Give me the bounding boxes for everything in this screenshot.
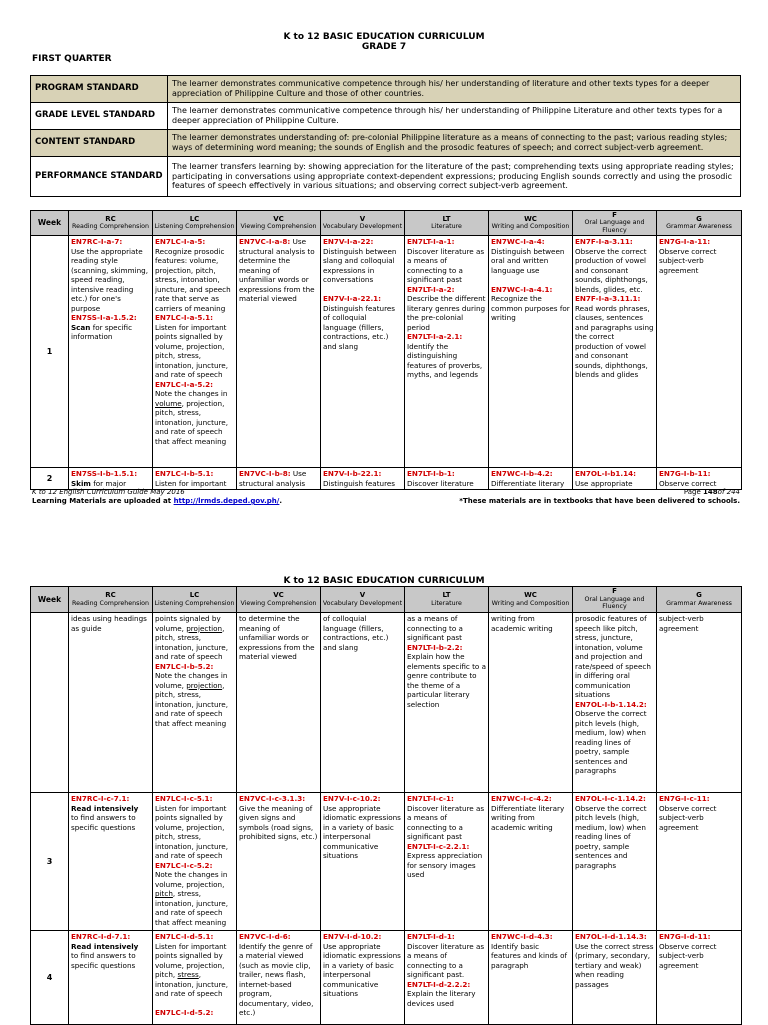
standards-table	[30, 75, 741, 197]
table-row	[31, 931, 742, 1025]
week-number	[31, 613, 69, 793]
cell-v: EN7V-I-c-10.2: Use appropriate idiomatic expressions in a variety of basic interpersonal communicative situations	[321, 793, 405, 931]
table-row	[31, 613, 742, 793]
cell-lt: EN7LT-I-b-1: Discover literature	[405, 468, 489, 490]
document-title-page2: K to 12 BASIC EDUCATION CURRICULUM	[283, 576, 485, 586]
footer-learning: Learning Materials are uploaded at http://lrmds.deped.gov.ph/.	[32, 497, 283, 505]
standard-label: PROGRAM STANDARD	[31, 76, 168, 103]
cell-lt: EN7LT-I-d-1: Discover literature as a means of connecting to a significant past. EN7LT-I-d-2.2.2: Explain the literary devices used	[405, 931, 489, 1025]
competency-table-page2	[30, 586, 742, 1025]
document-title: K to 12 BASIC EDUCATION CURRICULUM	[283, 32, 485, 42]
header-lt: LT Literature	[405, 211, 489, 236]
cell-wc: EN7WC-I-c-4.2: Differentiate literary writing from academic writing	[489, 793, 573, 931]
cell-lt: as a means of connecting to a significant past EN7LT-I-b-2.2: Explain how the elements specific to a genre contribute to the theme of a particular literary selection	[405, 613, 489, 793]
cell-vc: EN7VC-I-b-8: Use structural analysis	[237, 468, 321, 490]
cell-rc: ideas using headings as guide	[69, 613, 153, 793]
competency-table	[30, 210, 742, 490]
cell-rc: EN7RC-I-d-7.1: Read intensively to find answers to specific questions	[69, 931, 153, 1025]
cell-g: EN7G-I-a-11: Observe correct subject-verb agreement	[657, 236, 742, 468]
cell-lt: EN7LT-I-c-1: Discover literature as a means of connecting to a significant past EN7LT-I-c-2.2.1: Express appreciation for sensory images used	[405, 793, 489, 931]
grade-title: GRADE 7	[361, 42, 407, 52]
lrmds-link[interactable]: http://lrmds.deped.gov.ph/	[173, 497, 280, 505]
header-rc: RC Reading Comprehension	[69, 587, 153, 613]
cell-rc: EN7RC-I-a-7: Use the appropriate reading style (scanning, skimming, speed reading, intensive reading etc.) for one's purpose EN7SS-I-a-1.5.2: Scan for specific information	[69, 236, 153, 468]
header-g: G Grammar Awareness	[657, 211, 742, 236]
standard-row	[31, 76, 741, 103]
quarter-label: FIRST QUARTER	[32, 54, 112, 64]
cell-lc: EN7LC-I-a-5: Recognize prosodic features: volume, projection, pitch, stress, intonation, juncture, and speech rate that serve as carriers of meaning EN7LC-I-a-5.1: Listen for important points signalled by volume, projection, pitch, stress, intonation, juncture, and rate of speech EN7LC-I-a-5.2: Note the changes in volume, projection, pitch, stress, intonation, juncture, and rate of speech that affect meaning	[153, 236, 237, 468]
standard-text: The learner demonstrates communicative competence through his/ her understanding of Philippine Literature and other texts types for a deeper appreciation of Philippine Culture.	[168, 103, 741, 130]
header-row	[31, 211, 742, 236]
header-vc: VC Viewing Comprehension	[237, 211, 321, 236]
standard-text: The learner transfers learning by: showing appreciation for the literature of the past; comprehending texts using appropriate reading styles; participating in conversations using appropriate context-dependent expressions; producing English sounds correctly and using the prosodic features of speech effectively in various situations; and observing correct subject-verb agreement.	[168, 157, 741, 197]
cell-f: EN7OL-I-c-1.14.2: Observe the correct pitch levels (high, medium, low) when reading lines of poetry, sample sentences and paragraphs	[573, 793, 657, 931]
header-g: G Grammar Awareness	[657, 587, 742, 613]
cell-v: of colloquial language (fillers, contractions, etc.) and slang	[321, 613, 405, 793]
standard-label: PERFORMANCE STANDARD	[31, 157, 168, 197]
header-wc: WC Writing and Composition	[489, 587, 573, 613]
header-lc: LC Listening Comprehension	[153, 211, 237, 236]
cell-wc: writing from academic writing	[489, 613, 573, 793]
header-row	[31, 587, 742, 613]
cell-lc: EN7LC-I-c-5.1: Listen for important points signalled by volume, projection, pitch, stress, intonation, juncture, and rate of speech EN7LC-I-c-5.2: Note the changes in volume, projection, pitch, stress, intonation, juncture, and rate of speech that affect meaning	[153, 793, 237, 931]
cell-f: EN7OL-I-d-1.14.3: Use the correct stress (primary, secondary, tertiary and weak) when reading passages	[573, 931, 657, 1025]
standard-label: CONTENT STANDARD	[31, 130, 168, 157]
footer-guide: K to 12 English Curriculum Guide May 2016	[32, 488, 185, 496]
cell-f: prosodic features of speech like pitch, stress, juncture, intonation, volume and projection and rate/speed of speech in differing oral communication situations EN7OL-I-b-1.14.2: Observe the correct pitch levels (high, medium, low) when reading lines of poetry, sample sentences and paragraphs	[573, 613, 657, 793]
standard-row	[31, 103, 741, 130]
cell-vc: EN7VC-I-c-3.1.3: Give the meaning of given signs and symbols (road signs, prohibited signs, etc.)	[237, 793, 321, 931]
header-week: Week	[31, 211, 69, 236]
cell-g: EN7G-I-d-11: Observe correct subject-verb agreement	[657, 931, 742, 1025]
cell-v: EN7V-I-b-22.1: Distinguish features	[321, 468, 405, 490]
table-row	[31, 468, 742, 490]
cell-lc: points signaled by volume, projection, pitch, stress, intonation, juncture, and rate of speech EN7LC-I-b-5.2: Note the changes in volume, projection, pitch, stress, intonation, juncture, and rate of speech that affect meaning	[153, 613, 237, 793]
header-v: V Vocabulary Development	[321, 211, 405, 236]
cell-rc: EN7SS-I-b-1.5.1: Skim for major	[69, 468, 153, 490]
cell-rc: EN7RC-I-c-7.1: Read intensively to find answers to specific questions	[69, 793, 153, 931]
cell-g: EN7G-I-c-11: Observe correct subject-verb agreement	[657, 793, 742, 931]
header-lt: LT Literature	[405, 587, 489, 613]
week-number: 1	[31, 236, 69, 468]
cell-wc: EN7WC-I-d-4.3: Identify basic features and kinds of paragraph	[489, 931, 573, 1025]
header-wc: WC Writing and Composition	[489, 211, 573, 236]
header-rc: RC Reading Comprehension	[69, 211, 153, 236]
standard-text: The learner demonstrates communicative competence through his/ her understanding of literature and other texts types for a deeper appreciation of Philippine Culture and those of other countries.	[168, 76, 741, 103]
footer-note: *These materials are in textbooks that have been delivered to schools.	[459, 497, 740, 505]
standard-label: GRADE LEVEL STANDARD	[31, 103, 168, 130]
cell-g: subject-verb agreement	[657, 613, 742, 793]
header-lc: LC Listening Comprehension	[153, 587, 237, 613]
week-number: 2	[31, 468, 69, 490]
standard-row	[31, 157, 741, 197]
table-row	[31, 236, 742, 468]
page-number: Page 148of 244	[683, 488, 740, 496]
cell-f: EN7OL-I-b1.14: Use appropriate	[573, 468, 657, 490]
header-vc: VC Viewing Comprehension	[237, 587, 321, 613]
header-f: F Oral Language and Fluency	[573, 587, 657, 613]
cell-f: EN7F-I-a-3.11: Observe the correct production of vowel and consonant sounds, diphthongs, blends, glides, etc. EN7F-I-a-3.11.1: Read words phrases, clauses, sentences and paragraphs using the correct production of vowel and consonant sounds, diphthongs, blends and glides	[573, 236, 657, 468]
header-f: F Oral Language and Fluency	[573, 211, 657, 236]
cell-vc: to determine the meaning of unfamiliar words or expressions from the material viewed	[237, 613, 321, 793]
cell-wc: EN7WC-I-a-4: Distinguish between oral and written language use EN7WC-I-a-4.1: Recognize the common purposes for writing	[489, 236, 573, 468]
cell-lc: EN7LC-I-b-5.1: Listen for important	[153, 468, 237, 490]
cell-vc: EN7VC-I-a-8: Use structural analysis to determine the meaning of unfamiliar words or expressions from the material viewed	[237, 236, 321, 468]
week-number: 3	[31, 793, 69, 931]
week-number: 4	[31, 931, 69, 1025]
header-week: Week	[31, 587, 69, 613]
cell-v: EN7V-I-a-22: Distinguish between slang and colloquial expressions in conversations EN7V-I-a-22.1: Distinguish features of colloquial language (fillers, contractions, etc.) and slang	[321, 236, 405, 468]
table-row	[31, 793, 742, 931]
cell-lt: EN7LT-I-a-1: Discover literature as a means of connecting to a significant past EN7LT-I-a-2: Describe the different literary genres during the pre-colonial period EN7LT-I-a-2.1: Identify the distinguishing features of proverbs, myths, and legends	[405, 236, 489, 468]
standard-row	[31, 130, 741, 157]
cell-v: EN7V-I-d-10.2: Use appropriate idiomatic expressions in a variety of basic interpersonal communicative situations	[321, 931, 405, 1025]
cell-wc: EN7WC-I-b-4.2: Differentiate literary	[489, 468, 573, 490]
standard-text: The learner demonstrates understanding of: pre-colonial Philippine literature as a means of connecting to the past; various reading styles; ways of determining word meaning; the sounds of English and the prosodic features of speech; and correct subject-verb agreement.	[168, 130, 741, 157]
cell-g: EN7G-I-b-11: Observe correct	[657, 468, 742, 490]
cell-lc: EN7LC-I-d-5.1: Listen for important points signalled by volume, projection, pitch, stress, intonation, juncture, and rate of speech EN7LC-I-d-5.2:	[153, 931, 237, 1025]
header-v: V Vocabulary Development	[321, 587, 405, 613]
cell-vc: EN7VC-I-d-6: Identify the genre of a material viewed (such as movie clip, trailer, news flash, internet-based program, documentary, video, etc.)	[237, 931, 321, 1025]
